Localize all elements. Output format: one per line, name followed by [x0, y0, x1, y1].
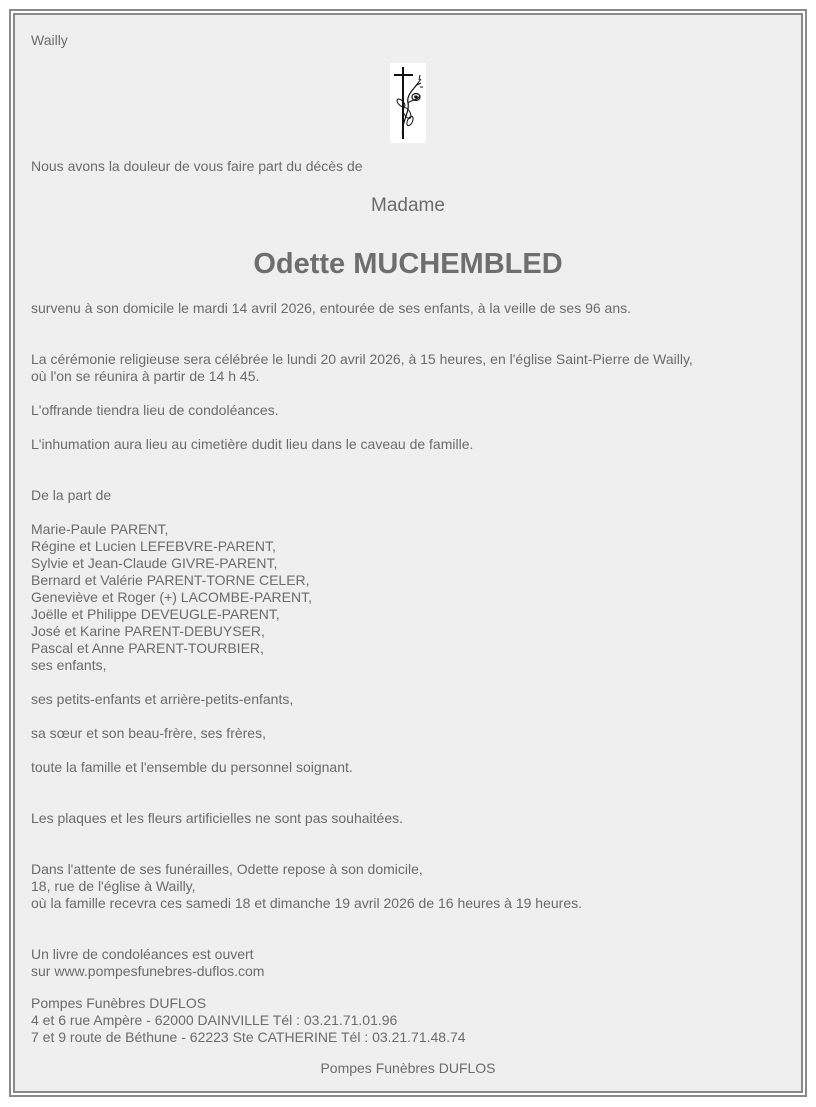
family-list: Marie-Paule PARENT, Régine et Lucien LEFEBVRE-PARENT, Sylvie et Jean-Claude GIVRE-PARENT, Bernard et Valérie PARENT-TORNE CELER, Geneviève et Roger (+) LACOMBE-PARENT, Joëlle et Philippe DEVEUGLE-PARENT, José et Karine PARENT-DEBUYSER, Pascal et Anne PARENT-TOURBIER, ses enfants,: [31, 521, 313, 673]
deceased-name: Odette MUCHEMBLED: [253, 248, 563, 280]
siblings-text: sa sœur et son beau-frère, ses frères,: [31, 725, 266, 741]
offering-text: L'offrande tiendra lieu de condoléances.: [31, 402, 279, 418]
footer-signature: Pompes Funèbres DUFLOS: [320, 1060, 496, 1076]
ceremony-text: La cérémonie religieuse sera célébrée le lundi 20 avril 2026, à 15 heures, en l'église Saint-Pierre de Wailly, où l'on se réunira à partir de 14 h 45.: [31, 351, 693, 384]
funeral-home-info: Pompes Funèbres DUFLOS 4 et 6 rue Ampère - 62000 DAINVILLE Tél : 03.21.71.01.96 7 et 9 route de Béthune - 62223 Ste CATHERINE Tél : 03.21.71.48.74: [31, 995, 466, 1045]
death-line: survenu à son domicile le mardi 14 avril 2026, entourée de ses enfants, à la veille de ses 96 ans.: [31, 300, 632, 316]
intro-text: Nous avons la douleur de vous faire part du décès de: [31, 158, 363, 174]
from-label: De la part de: [31, 487, 112, 503]
salutation: Madame: [371, 195, 445, 216]
rest-text: Dans l'attente de ses funérailles, Odette repose à son domicile, 18, rue de l'église à Wailly, où la famille recevra ces samedi 18 et dimanche 19 avril 2026 de 16 heures à 19 heures.: [31, 861, 582, 911]
plaques-text: Les plaques et les fleurs artificielles ne sont pas souhaitées.: [31, 810, 403, 826]
grandchildren-text: ses petits-enfants et arrière-petits-enfants,: [31, 691, 294, 707]
condolences-text: Un livre de condoléances est ouvert sur www.pompesfunebres-duflos.com: [31, 946, 265, 979]
cross-with-flowers-icon: [390, 63, 426, 143]
staff-text: toute la famille et l'ensemble du personnel soignant.: [31, 759, 353, 775]
location-label: Wailly: [31, 32, 68, 48]
burial-text: L'inhumation aura lieu au cimetière dudit lieu dans le caveau de famille.: [31, 436, 474, 452]
